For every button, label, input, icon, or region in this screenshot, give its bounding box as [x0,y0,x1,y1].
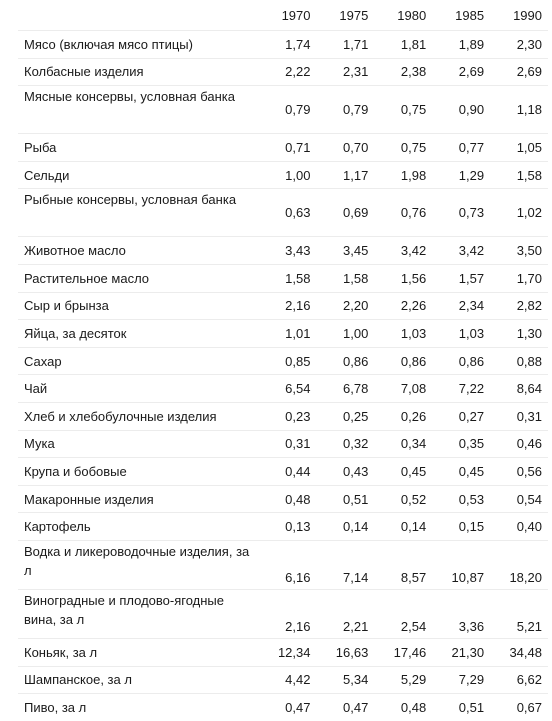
row-price-1985: 3,42 [432,237,490,265]
row-price-1975: 0,86 [316,347,374,375]
row-price-1985: 1,03 [432,320,490,348]
row-price-1970: 0,85 [259,347,317,375]
row-price-1975: 2,21 [316,589,374,638]
row-product-name: Виноградные и плодово-ягодные вина, за л [18,589,259,638]
row-price-1970: 0,13 [259,513,317,541]
row-price-1980: 2,26 [374,292,432,320]
row-price-1985: 7,29 [432,666,490,694]
row-price-1970: 0,48 [259,485,317,513]
row-price-1975: 0,79 [316,86,374,134]
row-price-1990: 3,50 [490,237,548,265]
row-price-1975: 1,71 [316,31,374,59]
row-price-1980: 2,38 [374,58,432,86]
row-price-1980: 2,54 [374,589,432,638]
row-price-1980: 3,42 [374,237,432,265]
row-product-name: Сахар [18,347,259,375]
row-product-name: Рыба [18,134,259,162]
row-price-1980: 0,86 [374,347,432,375]
table-row [18,638,548,666]
row-price-1980: 1,81 [374,31,432,59]
row-price-1980: 0,76 [374,189,432,237]
row-price-1985: 1,29 [432,161,490,189]
row-price-1970: 6,54 [259,375,317,403]
row-price-1990: 8,64 [490,375,548,403]
row-price-1990: 1,18 [490,86,548,134]
row-price-1985: 0,86 [432,347,490,375]
row-price-1975: 0,51 [316,485,374,513]
row-price-1975: 0,69 [316,189,374,237]
row-price-1975: 3,45 [316,237,374,265]
row-price-1990: 0,67 [490,694,548,721]
table-row [18,189,548,237]
row-product-name: Растительное масло [18,264,259,292]
price-table [18,0,548,721]
table-row [18,666,548,694]
table-row [18,134,548,162]
row-price-1975: 0,14 [316,513,374,541]
row-price-1970: 0,79 [259,86,317,134]
table-row [18,430,548,458]
row-price-1980: 0,52 [374,485,432,513]
row-price-1990: 1,30 [490,320,548,348]
row-price-1985: 1,89 [432,31,490,59]
row-price-1985: 0,35 [432,430,490,458]
row-price-1985: 0,73 [432,189,490,237]
row-price-1970: 1,58 [259,264,317,292]
row-product-name: Пиво, за л [18,694,259,721]
header-year-1985: 1985 [455,7,485,23]
row-price-1990: 2,30 [490,31,548,59]
row-product-name: Макаронные изделия [18,485,259,513]
row-price-1970: 0,44 [259,458,317,486]
row-price-1985: 7,22 [432,375,490,403]
row-product-name: Сельди [18,161,259,189]
row-product-name: Мясные консервы, условная банка [18,86,259,134]
row-price-1990: 0,31 [490,402,548,430]
row-price-1985: 0,15 [432,513,490,541]
row-product-name: Коньяк, за л [18,638,259,666]
row-price-1970: 1,74 [259,31,317,59]
row-product-name: Яйца, за десяток [18,320,259,348]
row-price-1975: 2,20 [316,292,374,320]
row-product-name: Чай [18,375,259,403]
table-row [18,375,548,403]
row-product-name: Крупа и бобовые [18,458,259,486]
row-product-name: Мясо (включая мясо птицы) [18,31,259,59]
row-price-1990: 1,02 [490,189,548,237]
row-product-name: Мука [18,430,259,458]
table-body [18,31,548,721]
table-row [18,513,548,541]
row-price-1980: 8,57 [374,540,432,589]
row-price-1980: 7,08 [374,375,432,403]
row-price-1990: 34,48 [490,638,548,666]
row-price-1975: 0,70 [316,134,374,162]
row-product-name: Колбасные изделия [18,58,259,86]
table-row [18,347,548,375]
table-row [18,161,548,189]
table-row [18,694,548,721]
row-price-1990: 0,88 [490,347,548,375]
table-row [18,58,548,86]
row-price-1985: 2,34 [432,292,490,320]
row-price-1980: 0,75 [374,134,432,162]
row-price-1980: 1,98 [374,161,432,189]
row-price-1990: 2,69 [490,58,548,86]
row-price-1990: 1,05 [490,134,548,162]
table-row [18,86,548,134]
row-price-1975: 1,00 [316,320,374,348]
row-price-1975: 1,17 [316,161,374,189]
row-price-1970: 1,01 [259,320,317,348]
row-price-1970: 1,00 [259,161,317,189]
table-header [18,0,548,31]
row-price-1975: 1,58 [316,264,374,292]
row-product-name: Сыр и брынза [18,292,259,320]
row-price-1975: 5,34 [316,666,374,694]
row-price-1975: 0,43 [316,458,374,486]
header-year-1970: 1970 [281,7,311,23]
table-row [18,589,548,638]
row-price-1980: 5,29 [374,666,432,694]
table-row [18,458,548,486]
row-price-1985: 2,69 [432,58,490,86]
row-price-1985: 1,57 [432,264,490,292]
table-row [18,402,548,430]
row-price-1990: 5,21 [490,589,548,638]
header-year-1980: 1980 [397,7,427,23]
table-row [18,485,548,513]
header-row [18,0,548,31]
row-price-1980: 17,46 [374,638,432,666]
header-year-1975: 1975 [339,7,369,23]
row-price-1975: 7,14 [316,540,374,589]
row-price-1990: 0,46 [490,430,548,458]
row-product-name: Картофель [18,513,259,541]
row-price-1970: 0,63 [259,189,317,237]
row-price-1975: 0,32 [316,430,374,458]
row-price-1980: 0,26 [374,402,432,430]
header-product [18,0,259,31]
table-row [18,292,548,320]
row-price-1975: 16,63 [316,638,374,666]
row-price-1990: 6,62 [490,666,548,694]
row-price-1975: 0,47 [316,694,374,721]
row-price-1970: 0,71 [259,134,317,162]
row-product-name: Шампанское, за л [18,666,259,694]
row-price-1975: 0,25 [316,402,374,430]
row-product-name: Хлеб и хлебобулочные изделия [18,402,259,430]
row-price-1980: 0,45 [374,458,432,486]
row-price-1970: 2,16 [259,292,317,320]
row-price-1970: 0,47 [259,694,317,721]
row-price-1985: 0,77 [432,134,490,162]
table-row [18,31,548,59]
row-price-1970: 12,34 [259,638,317,666]
row-price-1970: 0,31 [259,430,317,458]
row-price-1985: 3,36 [432,589,490,638]
row-price-1970: 6,16 [259,540,317,589]
row-price-1990: 1,58 [490,161,548,189]
row-price-1985: 0,90 [432,86,490,134]
row-price-1980: 0,34 [374,430,432,458]
row-price-1985: 0,51 [432,694,490,721]
row-price-1990: 1,70 [490,264,548,292]
row-price-1985: 0,27 [432,402,490,430]
row-price-1970: 4,42 [259,666,317,694]
row-price-1990: 0,54 [490,485,548,513]
row-price-1985: 0,53 [432,485,490,513]
row-price-1970: 3,43 [259,237,317,265]
row-price-1980: 0,14 [374,513,432,541]
row-price-1990: 0,56 [490,458,548,486]
row-price-1985: 0,45 [432,458,490,486]
table-row [18,264,548,292]
header-year-1990: 1990 [513,7,542,23]
row-price-1980: 1,03 [374,320,432,348]
row-product-name: Водка и ликероводочные изделия, за л [18,540,259,589]
row-price-1980: 0,75 [374,86,432,134]
row-price-1985: 10,87 [432,540,490,589]
table-row [18,237,548,265]
table-row [18,540,548,589]
row-product-name: Животное масло [18,237,259,265]
row-price-1985: 21,30 [432,638,490,666]
row-product-name: Рыбные консервы, условная банка [18,189,259,237]
row-price-1980: 0,48 [374,694,432,721]
row-price-1980: 1,56 [374,264,432,292]
row-price-1975: 2,31 [316,58,374,86]
row-price-1970: 2,16 [259,589,317,638]
row-price-1990: 18,20 [490,540,548,589]
row-price-1970: 0,23 [259,402,317,430]
table-row [18,320,548,348]
row-price-1975: 6,78 [316,375,374,403]
row-price-1990: 2,82 [490,292,548,320]
row-price-1990: 0,40 [490,513,548,541]
row-price-1970: 2,22 [259,58,317,86]
